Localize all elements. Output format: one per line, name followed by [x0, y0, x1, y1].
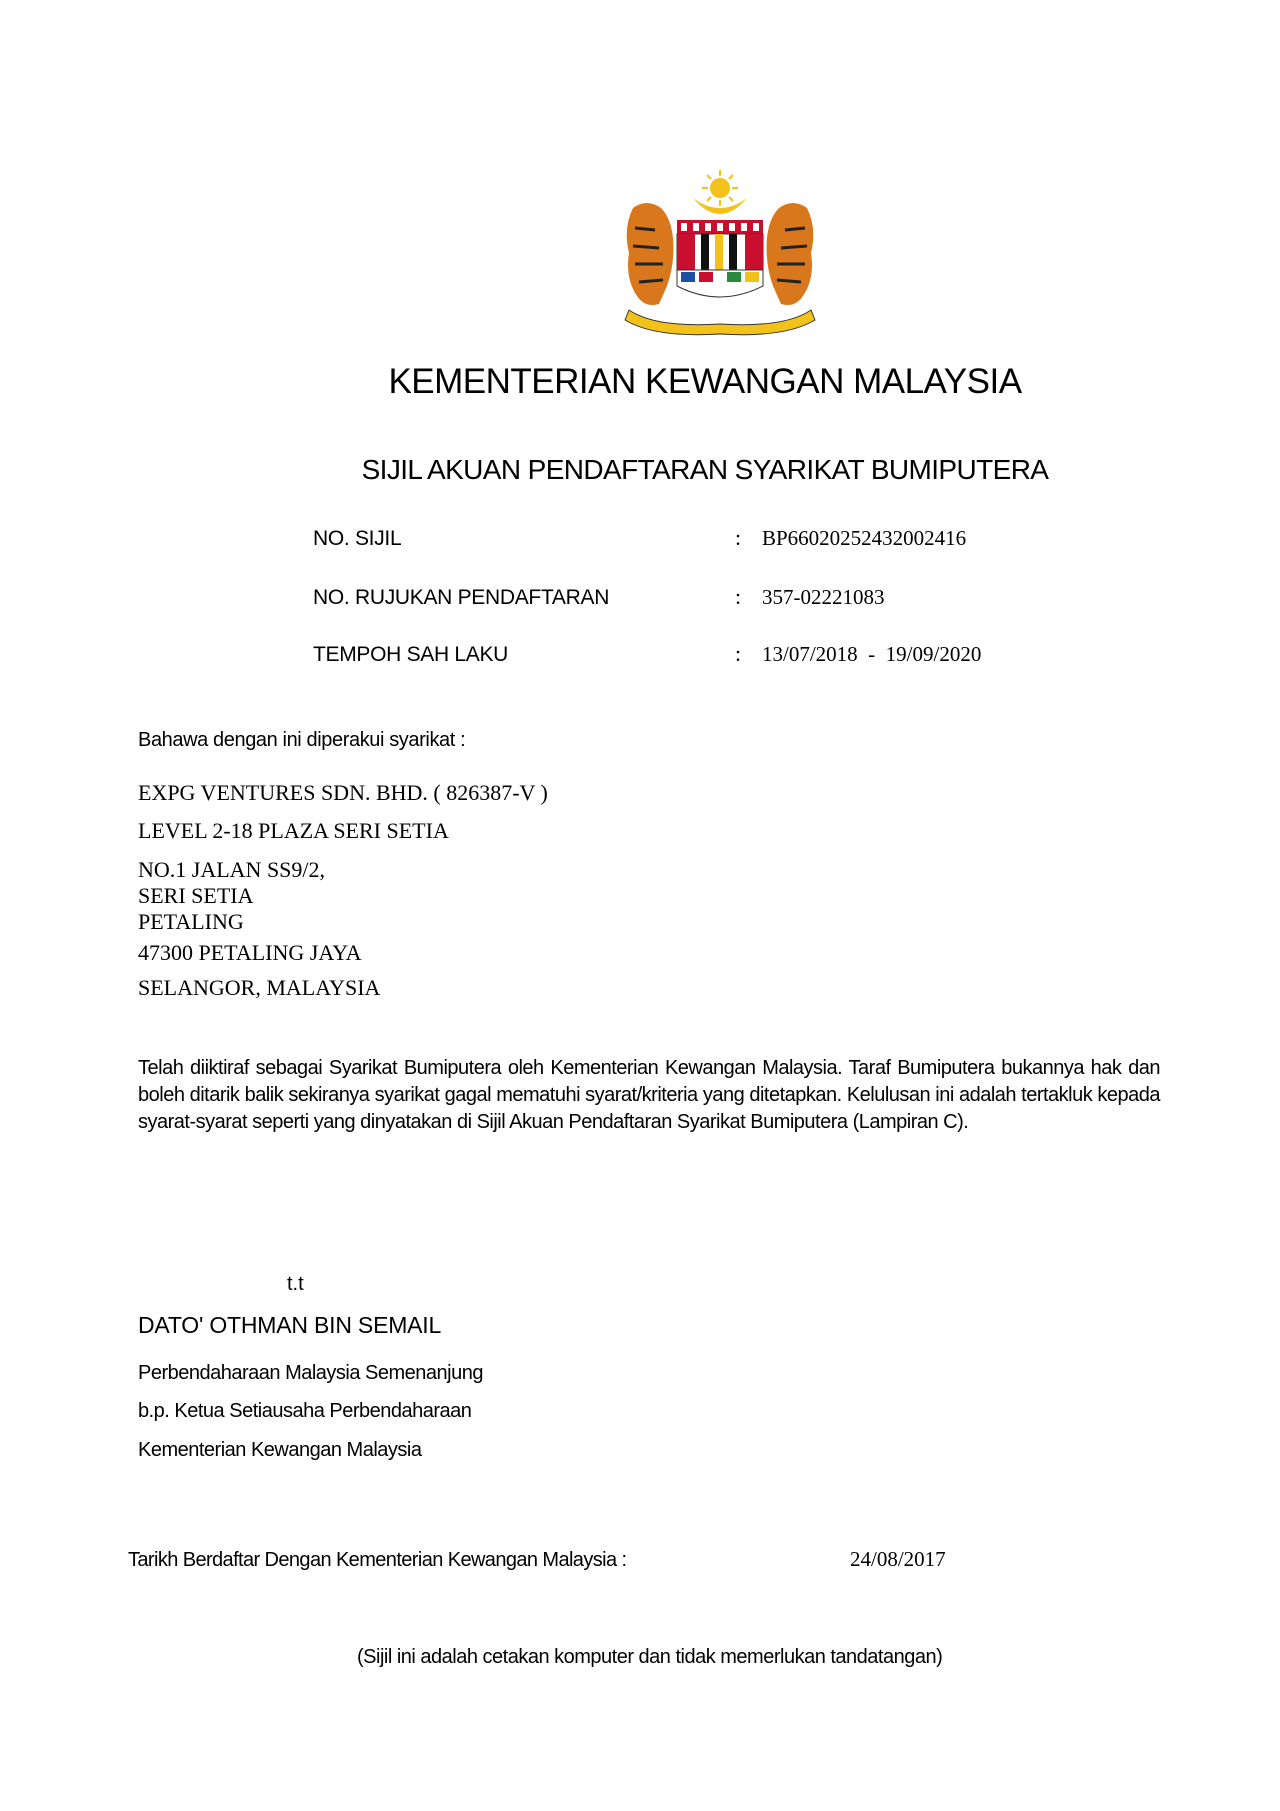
computer-generated-note: (Sijil ini adalah cetakan komputer dan tidak memerlukan tandatangan) — [357, 1646, 943, 1668]
company-address-line: LEVEL 2-18 PLAZA SERI SETIA — [138, 818, 449, 843]
company-address-line: NO.1 JALAN SS9/2, — [138, 857, 326, 882]
certificate-title: SIJIL AKUAN PENDAFTARAN SYARIKAT BUMIPUTERA — [361, 454, 1049, 485]
company-address-line: SERI SETIA — [138, 883, 254, 908]
coat-of-arms-icon — [615, 168, 825, 340]
signatory-ministry: Kementerian Kewangan Malaysia — [138, 1439, 422, 1461]
signatory-capacity: b.p. Ketua Setiausaha Perbendaharaan — [138, 1400, 472, 1422]
signatory-office: Perbendaharaan Malaysia Semenanjung — [138, 1362, 483, 1384]
ministry-title: KEMENTERIAN KEWANGAN MALAYSIA — [388, 362, 1022, 401]
registration-reference-value: 357-02221083 — [762, 585, 885, 609]
registration-date-value: 24/08/2017 — [850, 1547, 946, 1571]
intro-text: Bahawa dengan ini diperakui syarikat : — [138, 729, 466, 751]
recognition-paragraph: Telah diiktiraf sebagai Syarikat Bumiputera oleh Kementerian Kewangan Malaysia. Taraf Bumiputera bukannya hak dan boleh ditarik balik sekiranya syarikat gagal mematuhi syarat/kriteria yang ditetapkan. Kelulusan ini adalah tertakluk kepada syarat-syarat seperti yang dinyatakan di Sijil Akuan Pendaftaran Syarikat Bumiputera (Lampiran C). — [138, 1057, 1160, 1133]
company-name: EXPG VENTURES SDN. BHD. ( 826387-V ) — [138, 780, 548, 805]
validity-period-value: 13/07/2018 - 19/09/2020 — [762, 642, 982, 666]
registration-reference-colon: : — [735, 584, 742, 609]
validity-period-label: TEMPOH SAH LAKU — [313, 643, 509, 666]
validity-period-colon: : — [735, 641, 742, 666]
certificate-number-label: NO. SIJIL — [313, 527, 402, 550]
signatory-name: DATO' OTHMAN BIN SEMAIL — [138, 1312, 442, 1338]
company-address-line: 47300 PETALING JAYA — [138, 940, 362, 965]
signature-tt: t.t — [287, 1273, 304, 1295]
company-address-line: SELANGOR, MALAYSIA — [138, 975, 381, 1000]
registration-reference-label: NO. RUJUKAN PENDAFTARAN — [313, 586, 610, 609]
company-address-line: PETALING — [138, 909, 244, 934]
certificate-number-value: BP66020252432002416 — [762, 526, 967, 550]
registration-date-label: Tarikh Berdaftar Dengan Kementerian Kewangan Malaysia : — [128, 1549, 627, 1571]
certificate-number-colon: : — [735, 525, 742, 550]
